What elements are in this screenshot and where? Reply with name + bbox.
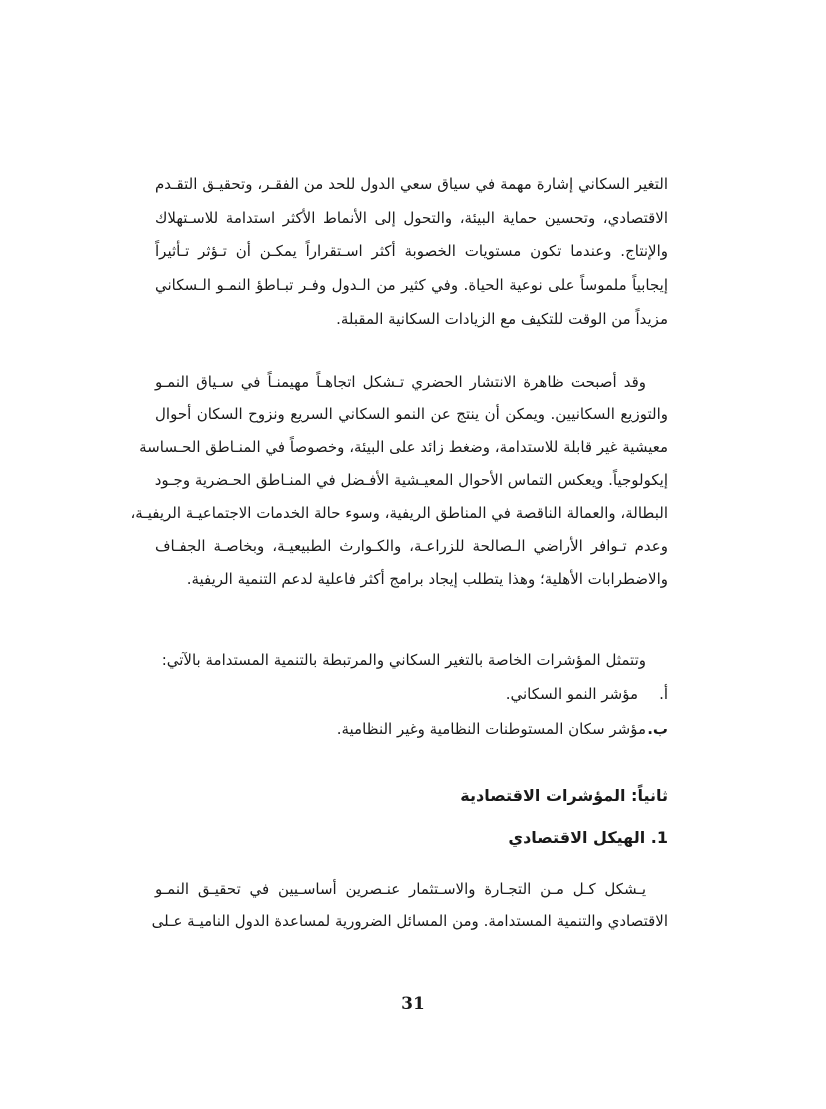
paragraph-3: وتتمثل المؤشرات الخاصة بالتغير السكاني والمرتبطة بالتنمية المستدامة بالآتي: (161, 651, 646, 669)
paragraph-1-line: والإنتاج. وعندما تكون مستويات الخصوبة أكثر اسـتقراراً يمكـن أن تـؤثر تـأثيراً (155, 242, 668, 260)
list-marker: ب. (647, 720, 668, 738)
paragraph-2-line: إيكولوجياً. ويعكس التماس الأحوال المعيـشية الأفـضل في المنـاطق الحـضرية وجـود (154, 471, 668, 489)
subsection-heading: 1. الهيكل الاقتصادي (508, 828, 668, 847)
page-number: 31 (401, 994, 425, 1014)
list-item (155, 682, 668, 706)
paragraph-1-line: الاقتصادي، وتحسين حماية البيئة، والتحول إلى الأنماط الأكثر استدامة للاسـتهلاك (155, 209, 668, 227)
paragraph-1-line: التغير السكاني إشارة مهمة في سياق سعي الدول للحد من الفقـر، وتحقيـق التقـدم (155, 175, 668, 193)
paragraph-2-line: والتوزيع السكانيين. ويمكن أن ينتج عن النمو السكاني السريع ونزوح السكان أحوال (155, 405, 668, 423)
paragraph-1-line: إيجابياً ملموساً على نوعية الحياة. وفي كثير من الـدول وفـر تبـاطؤ النمـو الـسكاني (155, 276, 668, 294)
paragraph-4-line: الاقتصادي والتنمية المستدامة. ومن المسائل الضرورية لمساعدة الدول الناميـة عـلى (151, 912, 668, 930)
paragraph-1-line: مزيداً من الوقت للتكيف مع الزيادات السكانية المقبلة. (336, 310, 668, 328)
paragraph-2-line: معيشية غير قابلة للاستدامة، وضغط زائد على البيئة، وخصوصاً في المنـاطق الحـساسة (139, 438, 668, 456)
section-heading: ثانياً: المؤشرات الاقتصادية (460, 786, 668, 805)
paragraph-2-line: وقد أصبحت ظاهرة الانتشار الحضري تـشكل اتجاهـاً مهيمنـاً في سـياق النمـو (155, 373, 646, 391)
paragraph-4-line: يـشكل كـل مـن التجـارة والاسـتثمار عنـصرين أساسـيين في تحقيـق النمـو (155, 880, 646, 898)
list-item (155, 717, 668, 741)
paragraph-2-line: والاضطرابات الأهلية؛ وهذا يتطلب إيجاد برامج أكثر فاعلية لدعم التنمية الريفية. (186, 570, 668, 588)
list-text: مؤشر سكان المستوطنات النظامية وغير النظامية. (336, 720, 646, 738)
list-marker: أ. (659, 685, 668, 703)
paragraph-2-line: وعدم تـوافر الأراضي الـصالحة للزراعـة، والكـوارث الطبيعيـة، وبخاصـة الجفـاف (155, 537, 668, 555)
list-text: مؤشر النمو السكاني. (505, 685, 638, 703)
paragraph-2-line: البطالة، والعمالة الناقصة في المناطق الريفية، وسوء حالة الخدمات الاجتماعيـة الريفيـة، (130, 504, 668, 522)
